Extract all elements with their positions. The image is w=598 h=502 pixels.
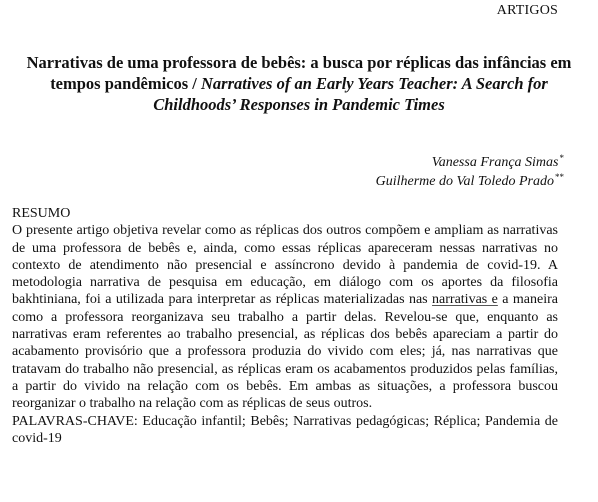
author-1 [376, 153, 564, 172]
author-list [376, 153, 564, 191]
author-footnote-mark[interactable]: ** [555, 172, 564, 182]
keywords: PALAVRAS-CHAVE: Educação infantil; Bebês; Narrativas pedagógicas; Réplica; Pandemia de covid-19 [12, 413, 558, 446]
author-name: Guilherme do Val Toledo Prado [375, 174, 554, 189]
abstract-underlined-text: narrativas e [432, 292, 498, 308]
section-label: ARTIGOS [496, 3, 558, 18]
abstract [12, 205, 558, 447]
title-english: Narratives of an Early Years Teacher: A Search for Childhoods’ Responses in Pandemic Times [153, 74, 548, 114]
author-2 [376, 172, 564, 191]
title-portuguese: Narrativas de uma professora de bebês: a busca por réplicas das infâncias em tempos pandêmicos / [26, 53, 572, 93]
author-name: Vanessa França Simas [431, 155, 559, 170]
abstract-text: O presente artigo objetiva revelar como as réplicas dos outros compõem e ampliam as narrativas de uma professora de bebês e, ainda, como essas réplicas apareceram nessas narrativas no contexto de atendimento não presencial e assíncrono devido à pandemia de covid-19. A metodologia narrativa de pesquisa em educação, em diálogo com os aportes da filosofia bakhtiniana, foi a utilizada para interpretar as réplicas materializadas nas [12, 223, 558, 308]
abstract-body [12, 222, 558, 412]
article-title [20, 52, 578, 115]
abstract-text: a maneira como a professora reorganizava seu trabalho a partir delas. Revelou-se que, enquanto as narrativas eram referentes ao trabalho presencial, as réplicas dos bebês apareciam a partir do acabamento provisório que a professora produzia do vivido com eles; já, nas narrativas que tratavam do trabalho não presencial, as réplicas eram os acabamentos produzidos pelas famílias, a partir do vivido na relação com os bebês. Em ambas as situações, a professora buscou reorganizar o trabalho na relação com as réplicas de seus outros. [12, 292, 558, 412]
abstract-heading: RESUMO [12, 206, 71, 221]
author-footnote-mark[interactable]: * [559, 153, 564, 163]
